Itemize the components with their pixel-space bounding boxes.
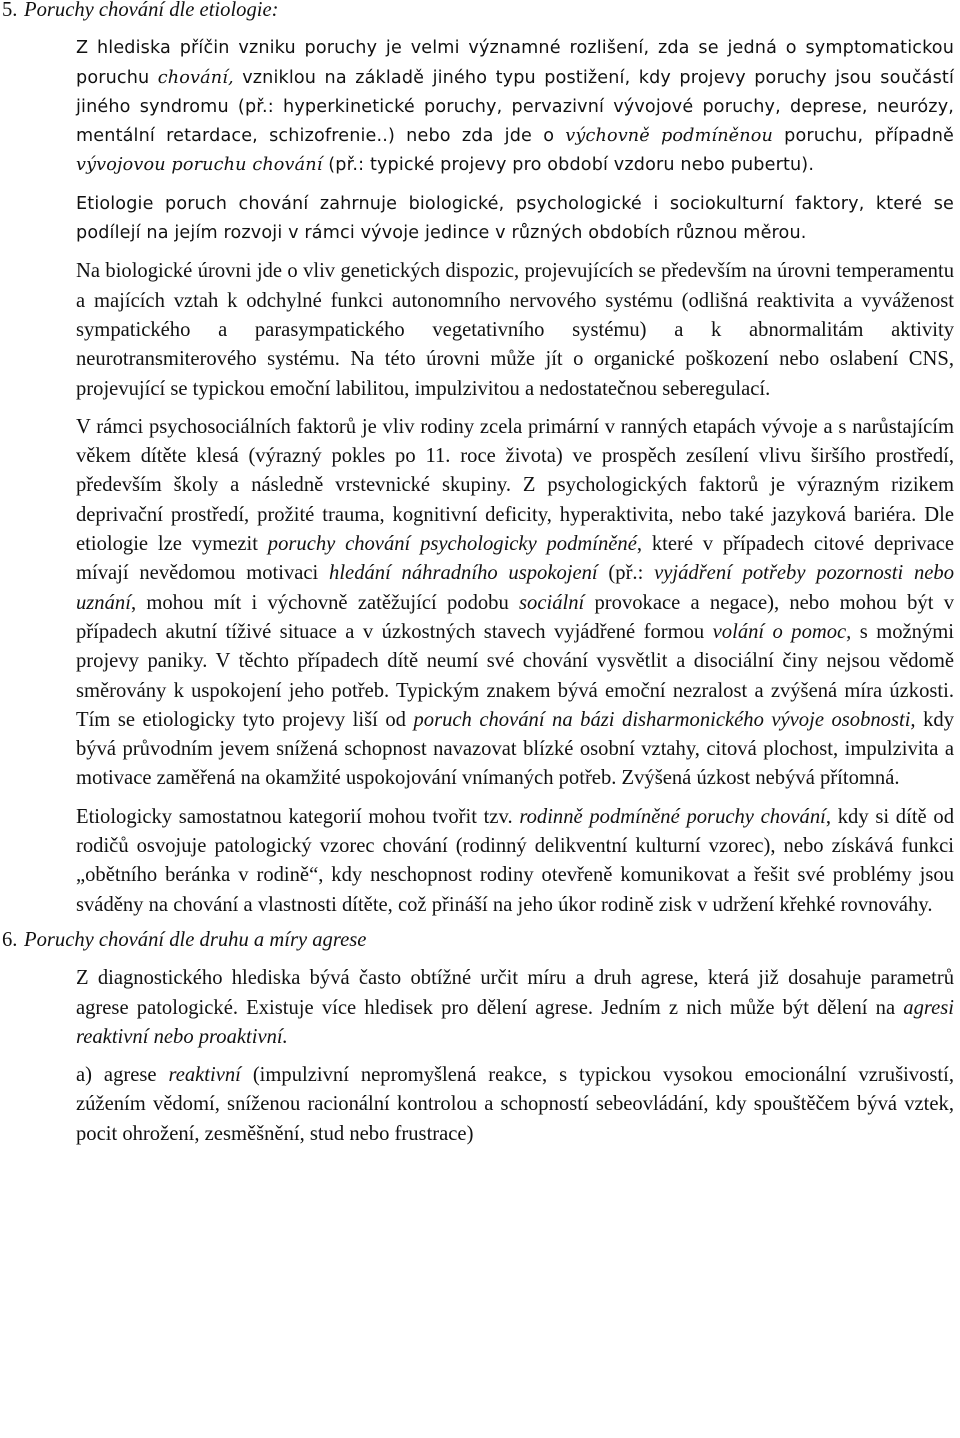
paragraph (76, 1061, 954, 1149)
text-run: (př.: typické projevy pro období vzdoru nebo pubertu). (322, 155, 815, 176)
text-run: Z diagnostického hlediska bývá často obtížné určit míru a druh agrese, která již dosahuje parametrů agrese patologické. Existuje více hledisek pro dělení agrese. Jedním z nich může být dělení na (76, 967, 954, 1019)
text-run: Etiologicky samostatnou kategorií mohou tvořit tzv. (76, 805, 520, 828)
paragraph (76, 34, 954, 180)
section-title: Poruchy chování dle etiologie: (24, 0, 279, 21)
text-run: , kdy si dítě od rodičů osvojuje patologický vzorec chování (rodinný delikventní kulturní vzorec), nebo získává funkci „obětního beránka v rodině“, kdy neschopnost rodiny otevřeně komunikovat a řešit své problémy jsou sváděny na chování a vlastnosti dítěte, což přináší na jeho úkor rodině zisk v udržení křehké rovnováhy. (76, 805, 954, 916)
italic-run: rodinně podmíněné poruchy chování (519, 805, 826, 828)
text-run: s možnými projevy paniky. V těchto případech dítě neumí své chování vysvětlit a disociální činy nejsou vědomě směrovány k uspokojení jeho potřeb. Typickým znakem bývá emoční nezralost a zvýšená míra úzkosti. Tím se etiologicky tyto projevy liší od (76, 620, 955, 731)
section-number: 5. (2, 0, 18, 21)
section-title: Poruchy chování dle druhu a míry agrese (24, 928, 367, 951)
italic-run: vyjádření potřeby pozornosti nebo uznání (76, 562, 955, 614)
text-run: (př.: (597, 562, 655, 585)
text-run: vzniklou na základě jiného typu postižení, kdy projevy poruchy jsou součástí jiného syndromu (př.: hyperkinetické poruchy, pervazivní vývojové poruchy, deprese, neurózy, mentální retardace, schizofrenie..) nebo zda jde o (76, 67, 954, 147)
text-run: a) agrese (76, 1064, 169, 1087)
text-run: poruchu, případně (772, 126, 954, 147)
paragraph (76, 257, 954, 403)
text-run: , které v případech citové deprivace mívají nevědomou motivaci (76, 533, 955, 585)
italic-run: agresi reaktivní nebo proaktivní. (76, 996, 954, 1048)
paragraph (76, 190, 954, 249)
italic-run: poruch chování na bázi disharmonického vývoje osobnosti, (413, 708, 916, 731)
italic-run: reaktivní (168, 1064, 241, 1087)
section-heading-5 (2, 0, 960, 25)
italic-run: chování, (157, 67, 234, 88)
text-run: Z hlediska příčin vzniku poruchy je velmi významné rozlišení, zda se jedná o symptomatickou poruchu (76, 38, 954, 88)
section-number: 6. (2, 928, 18, 951)
italic-run: sociální (519, 591, 585, 614)
text-run: V rámci psychosociálních faktorů je vliv rodiny zcela primární v ranných etapách vývoje a s narůstajícím věkem dítěte klesá (výrazný pokles po 11. roce života) ve prospěch zesílení vlivu širšího prostředí, především školy a následně vrstevnické skupiny. Z psychologických faktorů je výrazným rizikem deprivační prostředí, prožité trauma, kognitivní deficity, hyperaktivita, nebo také jazyková bariéra. Dle etiologie lze vymezit (76, 415, 954, 556)
text-run: Na biologické úrovni jde o vliv genetických dispozic, projevujících se především na úrovni temperamentu a majících vztah k odchylné funkci autonomního nervového systému (odlišná reaktivita a vyváženost sympatického a parasympatického vegetativního systému) a k abnormalitám aktivity neurotransmiterového systému. Na této úrovni může jít o organické poškození nebo oslabení CNS, projevující se typickou emoční labilitou, impulzivitou a nedostatečnou seberegulací. (76, 260, 954, 400)
section-heading-6 (2, 926, 960, 955)
paragraph (76, 413, 954, 794)
italic-run: volání o pomoc, (712, 620, 852, 643)
text-run: , mohou mít i výchovně zatěžující podobu (130, 591, 520, 614)
paragraph (76, 803, 954, 920)
italic-run: vývojovou poruchu chování (76, 155, 323, 176)
italic-run: hledání náhradního uspokojení (329, 562, 598, 585)
text-run: kdy bývá průvodním jevem snížená schopnost navazovat blízké osobní vztahy, citová plochost, impulzivita a motivace zaměřená na okamžité uspokojování vnímaných potřeb. Zvýšená úzkost nebývá přítomná. (76, 708, 955, 790)
paragraph (76, 964, 954, 1052)
text-run: Etiologie poruch chování zahrnuje biologické, psychologické i sociokulturní faktory, které se podílejí na jejím rozvoji v rámci vývoje jedince v různých obdobích různou měrou. (76, 193, 954, 244)
italic-run: výchovně podmíněnou (565, 126, 773, 147)
text-run: (impulzivní nepromyšlená reakce, s typickou vysokou emocionální vzrušivostí, zúžením vědomí, sníženou racionální kontrolou a schopností sebeovládání, kdy spouštěčem bývá vztek, pocit ohrožení, zesměšnění, stud nebo frustrace) (76, 1064, 954, 1145)
italic-run: poruchy chování psychologicky podmíněné (267, 533, 637, 556)
text-run: provokace a negace), nebo mohou být v případech akutní tíživé situace a v úzkostných stavech vyjádřené formou (76, 591, 954, 643)
